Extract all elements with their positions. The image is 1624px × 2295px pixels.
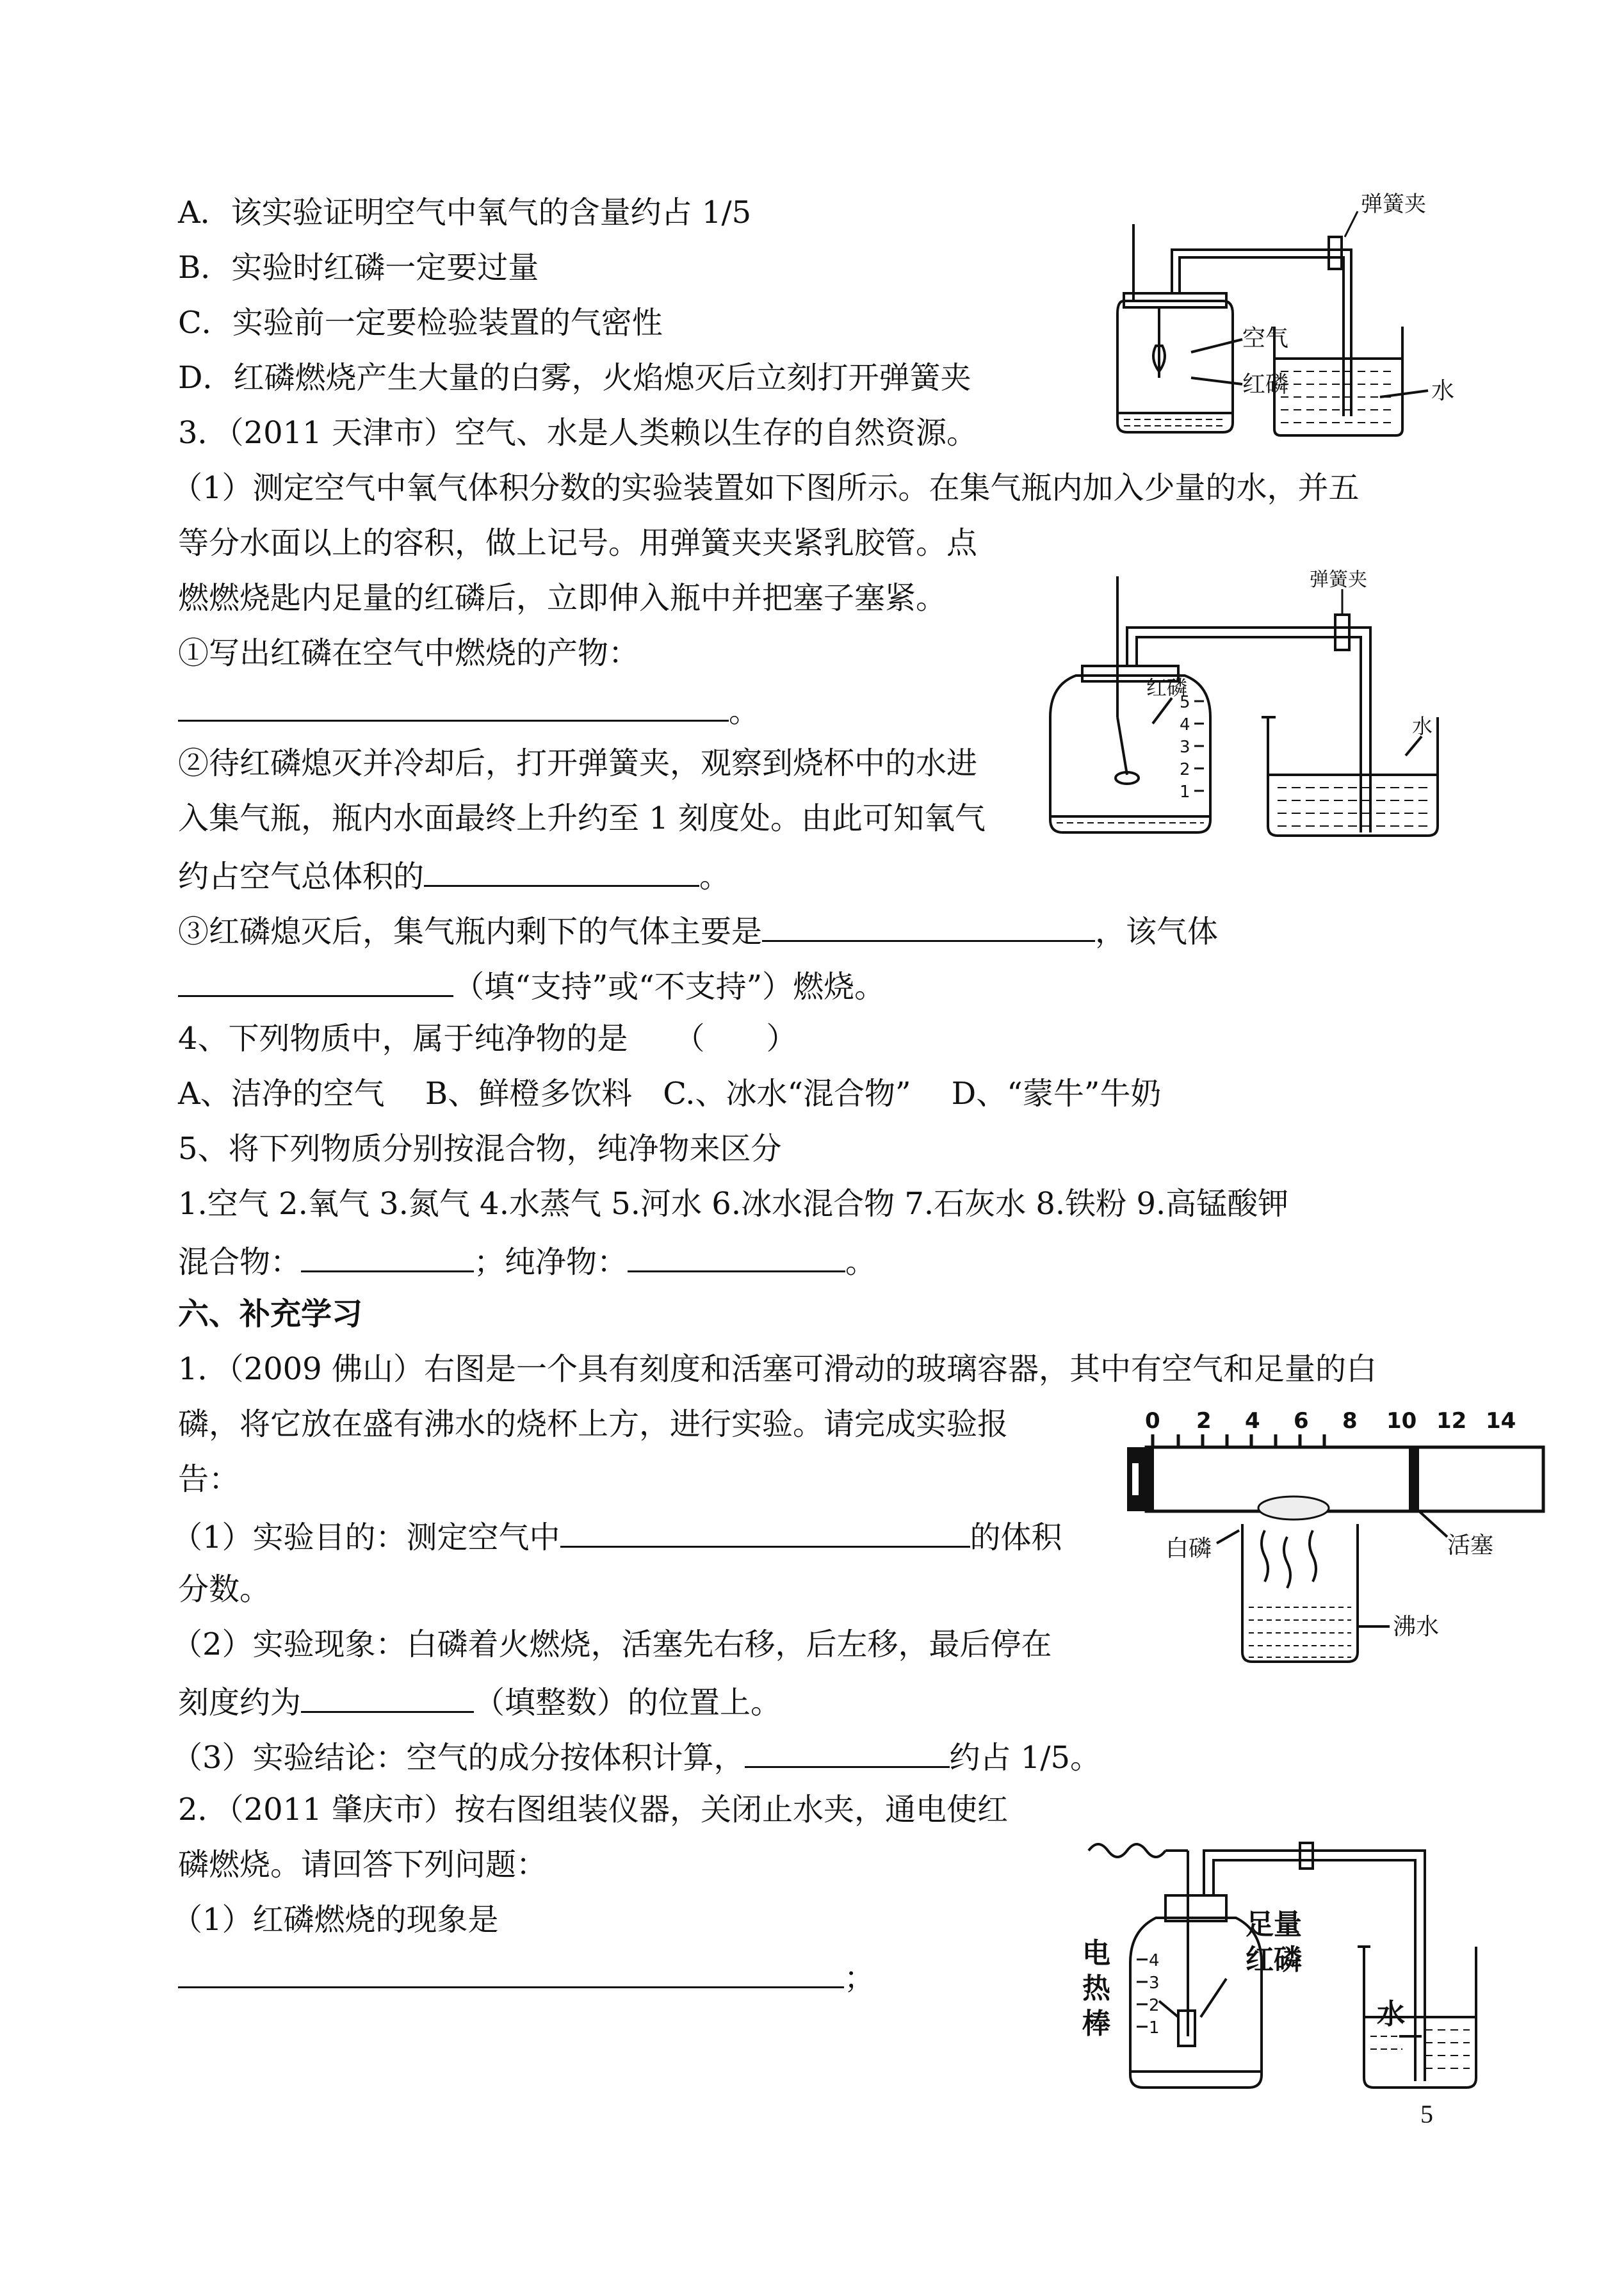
q3-sub2-line3	[178, 854, 730, 896]
fig2-clip-label: 弹簧夹	[1310, 569, 1367, 591]
fig3-piston-label: 活塞	[1447, 1532, 1494, 1559]
s1-part1-line2: 分数。	[178, 1571, 271, 1607]
q3-sub1-answer-line	[178, 689, 759, 731]
s2-part1-end: ；	[844, 1960, 875, 1996]
q3-sub3-line1	[178, 909, 1218, 951]
q3-sub1: ①写出红磷在空气中燃烧的产物：	[178, 635, 640, 671]
figure-2-svg	[1037, 564, 1447, 845]
answer-blank[interactable]	[628, 1240, 845, 1272]
figure-phosphorus-apparatus-1	[1089, 186, 1473, 442]
q4-options: A、洁净的空气 B、鲜橙多饮料 C.、冰水“混合物” D、“蒙牛”牛奶	[178, 1076, 1162, 1112]
fig4-mark-3: 3	[1149, 1974, 1160, 1993]
answer-blank[interactable]	[560, 1515, 970, 1548]
q3-part1-line1: （1）测定空气中氧气体积分数的实验装置如下图所示。在集气瓶内加入少量的水，并五	[172, 470, 1360, 506]
fig2-phosphorus-label: 红磷	[1146, 676, 1188, 700]
q3-sub2-line2: 入集气瓶，瓶内水面最终上升约至 1 刻度处。由此可知氧气	[178, 800, 986, 836]
q5-pure-label: ；纯净物：	[474, 1244, 628, 1280]
s1-line2: 磷，将它放在盛有沸水的烧杯上方，进行实验。请完成实验报	[178, 1406, 1009, 1442]
section-six-heading: 六、补充学习	[178, 1296, 363, 1332]
fig4-rod-char-1: 电	[1082, 1937, 1110, 1970]
fig2-mark-3: 3	[1180, 738, 1190, 757]
s1-part1	[172, 1515, 1062, 1557]
fig1-water-label: 水	[1431, 378, 1455, 404]
figure-graduated-container	[1127, 1409, 1550, 1678]
fig4-enough-label: 足量	[1246, 1908, 1302, 1941]
q3-sub1-period: 。	[729, 693, 760, 729]
fig3-scale-4: 4	[1245, 1409, 1260, 1434]
fig2-mark-5: 5	[1180, 693, 1190, 712]
fig2-mark-1: 1	[1180, 783, 1190, 802]
figure-4-svg	[1076, 1825, 1486, 2094]
q2-option-d: D．红磷燃烧产生大量的白雾，火焰熄灭后立刻打开弹簧夹	[178, 360, 971, 396]
fig2-mark-2: 2	[1180, 760, 1190, 779]
s2-line1: 2．（2011 肇庆市）按右图组装仪器，关闭止水夹，通电使红	[178, 1792, 1008, 1828]
answer-blank[interactable]	[178, 964, 453, 997]
s1-part3-post: 约占 1/5。	[949, 1740, 1101, 1776]
q3-part1-line3: 燃燃烧匙内足量的红磷后，立即伸入瓶中并把塞子塞紧。	[178, 580, 947, 616]
q3-sub2-period: 。	[699, 859, 731, 895]
fig3-scale-2: 2	[1196, 1409, 1212, 1434]
q3-sub3-post: ，该气体	[1095, 914, 1219, 950]
q3-title: 3．（2011 天津市）空气、水是人类赖以生存的自然资源。	[178, 415, 977, 451]
fig3-scale-10: 10	[1386, 1409, 1417, 1434]
fig4-mark-2: 2	[1149, 1996, 1160, 2015]
q5-items: 1.空气 2.氧气 3.氮气 4.水蒸气 5.河水 6.冰水混合物 7.石灰水 8.铁粉 9.高锰酸钾	[178, 1186, 1289, 1222]
fig1-air-label: 空气	[1242, 325, 1289, 352]
fig3-scale-12: 12	[1436, 1409, 1467, 1434]
fig4-rod-char-3: 棒	[1082, 2007, 1110, 2040]
q5-title: 5、将下列物质分别按混合物，纯净物来区分	[178, 1131, 782, 1167]
fig4-mark-1: 1	[1149, 2018, 1160, 2038]
q2-option-b: B．实验时红磷一定要过量	[178, 250, 539, 286]
fig2-mark-4: 4	[1180, 715, 1190, 734]
s1-part2-text: 刻度约为	[178, 1685, 302, 1721]
fig2-water-label: 水	[1412, 714, 1433, 738]
s2-part1-answer-line	[178, 1956, 875, 1997]
figure-electric-heater-apparatus	[1076, 1825, 1486, 2094]
q3-sub3-text: ③红磷熄灭后，集气瓶内剩下的气体主要是	[178, 914, 763, 950]
q3-sub2-line1: ②待红磷熄灭并冷却后，打开弹簧夹，观察到烧杯中的水进	[178, 745, 978, 781]
q5-end: 。	[845, 1244, 877, 1280]
s1-line3: 告：	[178, 1461, 240, 1497]
fig3-scale-6: 6	[1294, 1409, 1309, 1434]
s1-part3-text: （3）实验结论：空气的成分按体积计算，	[172, 1740, 745, 1776]
s1-part2-line2	[178, 1680, 781, 1722]
s1-part2-line1: （2）实验现象：白磷着火燃烧，活塞先右移，后左移，最后停在	[172, 1626, 1052, 1662]
answer-blank[interactable]	[301, 1680, 474, 1713]
q3-sub3-line2	[178, 964, 885, 1006]
answer-blank[interactable]	[178, 1956, 844, 1988]
q3-sub3-line2-text: （填“支持”或“不支持”）燃烧。	[453, 969, 886, 1005]
q4-title: 4、下列物质中，属于纯净物的是 （ ）	[178, 1021, 797, 1057]
q2-option-c: C．实验前一定要检验装置的气密性	[178, 305, 663, 341]
q5-answer-line	[178, 1240, 876, 1281]
s1-part1-post: 的体积	[970, 1520, 1062, 1555]
figure-1-svg	[1089, 186, 1473, 442]
fig1-clip-label: 弹簧夹	[1361, 191, 1426, 217]
answer-blank[interactable]	[178, 689, 729, 722]
answer-blank[interactable]	[424, 854, 699, 887]
fig3-boiling-water-label: 沸水	[1393, 1614, 1440, 1640]
figure-phosphorus-apparatus-2	[1037, 564, 1447, 845]
q3-sub2-line3-text: 约占空气总体积的	[178, 859, 425, 895]
fig3-scale-0: 0	[1145, 1409, 1160, 1434]
s1-part3	[172, 1735, 1101, 1777]
s1-part2-post: （填整数）的位置上。	[474, 1685, 782, 1721]
answer-blank[interactable]	[762, 909, 1095, 942]
answer-blank[interactable]	[745, 1735, 950, 1768]
fig3-white-phosphorus-label: 白磷	[1165, 1536, 1212, 1562]
fig1-phosphorus-label: 红磷	[1242, 371, 1289, 398]
q3-part1-line2: 等分水面以上的容积，做上记号。用弹簧夹夹紧乳胶管。点	[178, 525, 978, 561]
q2-option-a: A．该实验证明空气中氧气的含量约占 1/5	[178, 195, 752, 231]
page-number: 5	[1420, 2100, 1433, 2129]
s2-line2: 磷燃烧。请回答下列问题：	[178, 1847, 548, 1883]
fig4-water-label: 水	[1377, 1998, 1405, 2031]
s2-part1: （1）红磷燃烧的现象是	[172, 1902, 499, 1938]
fig4-mark-4: 4	[1149, 1951, 1160, 1970]
answer-blank[interactable]	[301, 1240, 474, 1272]
s1-line1: 1．（2009 佛山）右图是一个具有刻度和活塞可滑动的玻璃容器，其中有空气和足量的白	[178, 1351, 1377, 1387]
fig3-scale-8: 8	[1342, 1409, 1358, 1434]
fig4-rod-char-2: 热	[1082, 1972, 1110, 2005]
fig4-phosphorus-label: 红磷	[1246, 1943, 1302, 1976]
q5-mix-label: 混合物：	[178, 1244, 302, 1280]
s1-part1-text: （1）实验目的：测定空气中	[172, 1520, 560, 1555]
figure-3-svg	[1127, 1409, 1550, 1678]
fig3-scale-14: 14	[1486, 1409, 1516, 1434]
